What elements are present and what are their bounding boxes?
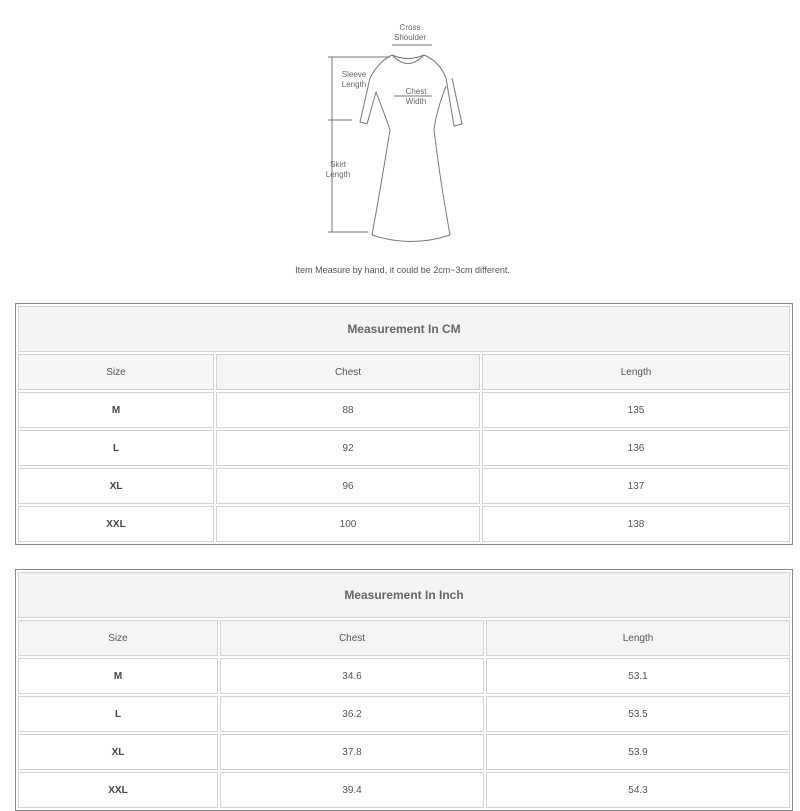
length-cell: 136 <box>482 430 790 466</box>
size-cell: XL <box>18 468 214 504</box>
length-cell: 53.9 <box>486 734 790 770</box>
inch-header-length: Length <box>486 620 790 656</box>
length-cell: 54.3 <box>486 772 790 808</box>
size-cell: XXL <box>18 506 214 542</box>
size-cell: L <box>18 430 214 466</box>
table-row <box>18 734 790 770</box>
chest-cell: 92 <box>216 430 480 466</box>
table-row <box>18 468 790 504</box>
cm-table-title: Measurement In CM <box>18 306 790 352</box>
inch-header-size: Size <box>18 620 218 656</box>
size-cell: XL <box>18 734 218 770</box>
size-cell: L <box>18 696 218 732</box>
size-diagram <box>0 0 800 290</box>
chest-cell: 37.8 <box>220 734 484 770</box>
chest-cell: 100 <box>216 506 480 542</box>
length-cell: 135 <box>482 392 790 428</box>
cm-header-size: Size <box>18 354 214 390</box>
size-cell: XXL <box>18 772 218 808</box>
inch-table-title: Measurement In Inch <box>18 572 790 618</box>
dress-outline-icon <box>0 0 800 290</box>
chest-cell: 36.2 <box>220 696 484 732</box>
length-cell: 53.5 <box>486 696 790 732</box>
chest-cell: 88 <box>216 392 480 428</box>
sleeve-length-label: Sleeve Length <box>341 70 367 89</box>
cm-header-chest: Chest <box>216 354 480 390</box>
table-row <box>18 506 790 542</box>
table-row <box>18 392 790 428</box>
table-row <box>18 772 790 808</box>
inch-header-chest: Chest <box>220 620 484 656</box>
chest-cell: 34.6 <box>220 658 484 694</box>
chest-width-label: Chest Width <box>405 87 427 106</box>
table-row <box>18 658 790 694</box>
length-cell: 138 <box>482 506 790 542</box>
chest-cell: 96 <box>216 468 480 504</box>
size-cell: M <box>18 658 218 694</box>
cross-shoulder-label: Cross Shoulder <box>393 23 427 42</box>
cm-size-table <box>15 303 793 545</box>
length-cell: 53.1 <box>486 658 790 694</box>
inch-size-table <box>15 569 793 811</box>
table-row <box>18 430 790 466</box>
table-row <box>18 696 790 732</box>
measurement-note: Item Measure by hand, it could be 2cm~3cm different. <box>295 265 510 275</box>
skirt-length-label: Skirt Length <box>325 160 351 179</box>
length-cell: 137 <box>482 468 790 504</box>
cm-header-length: Length <box>482 354 790 390</box>
chest-cell: 39.4 <box>220 772 484 808</box>
size-cell: M <box>18 392 214 428</box>
